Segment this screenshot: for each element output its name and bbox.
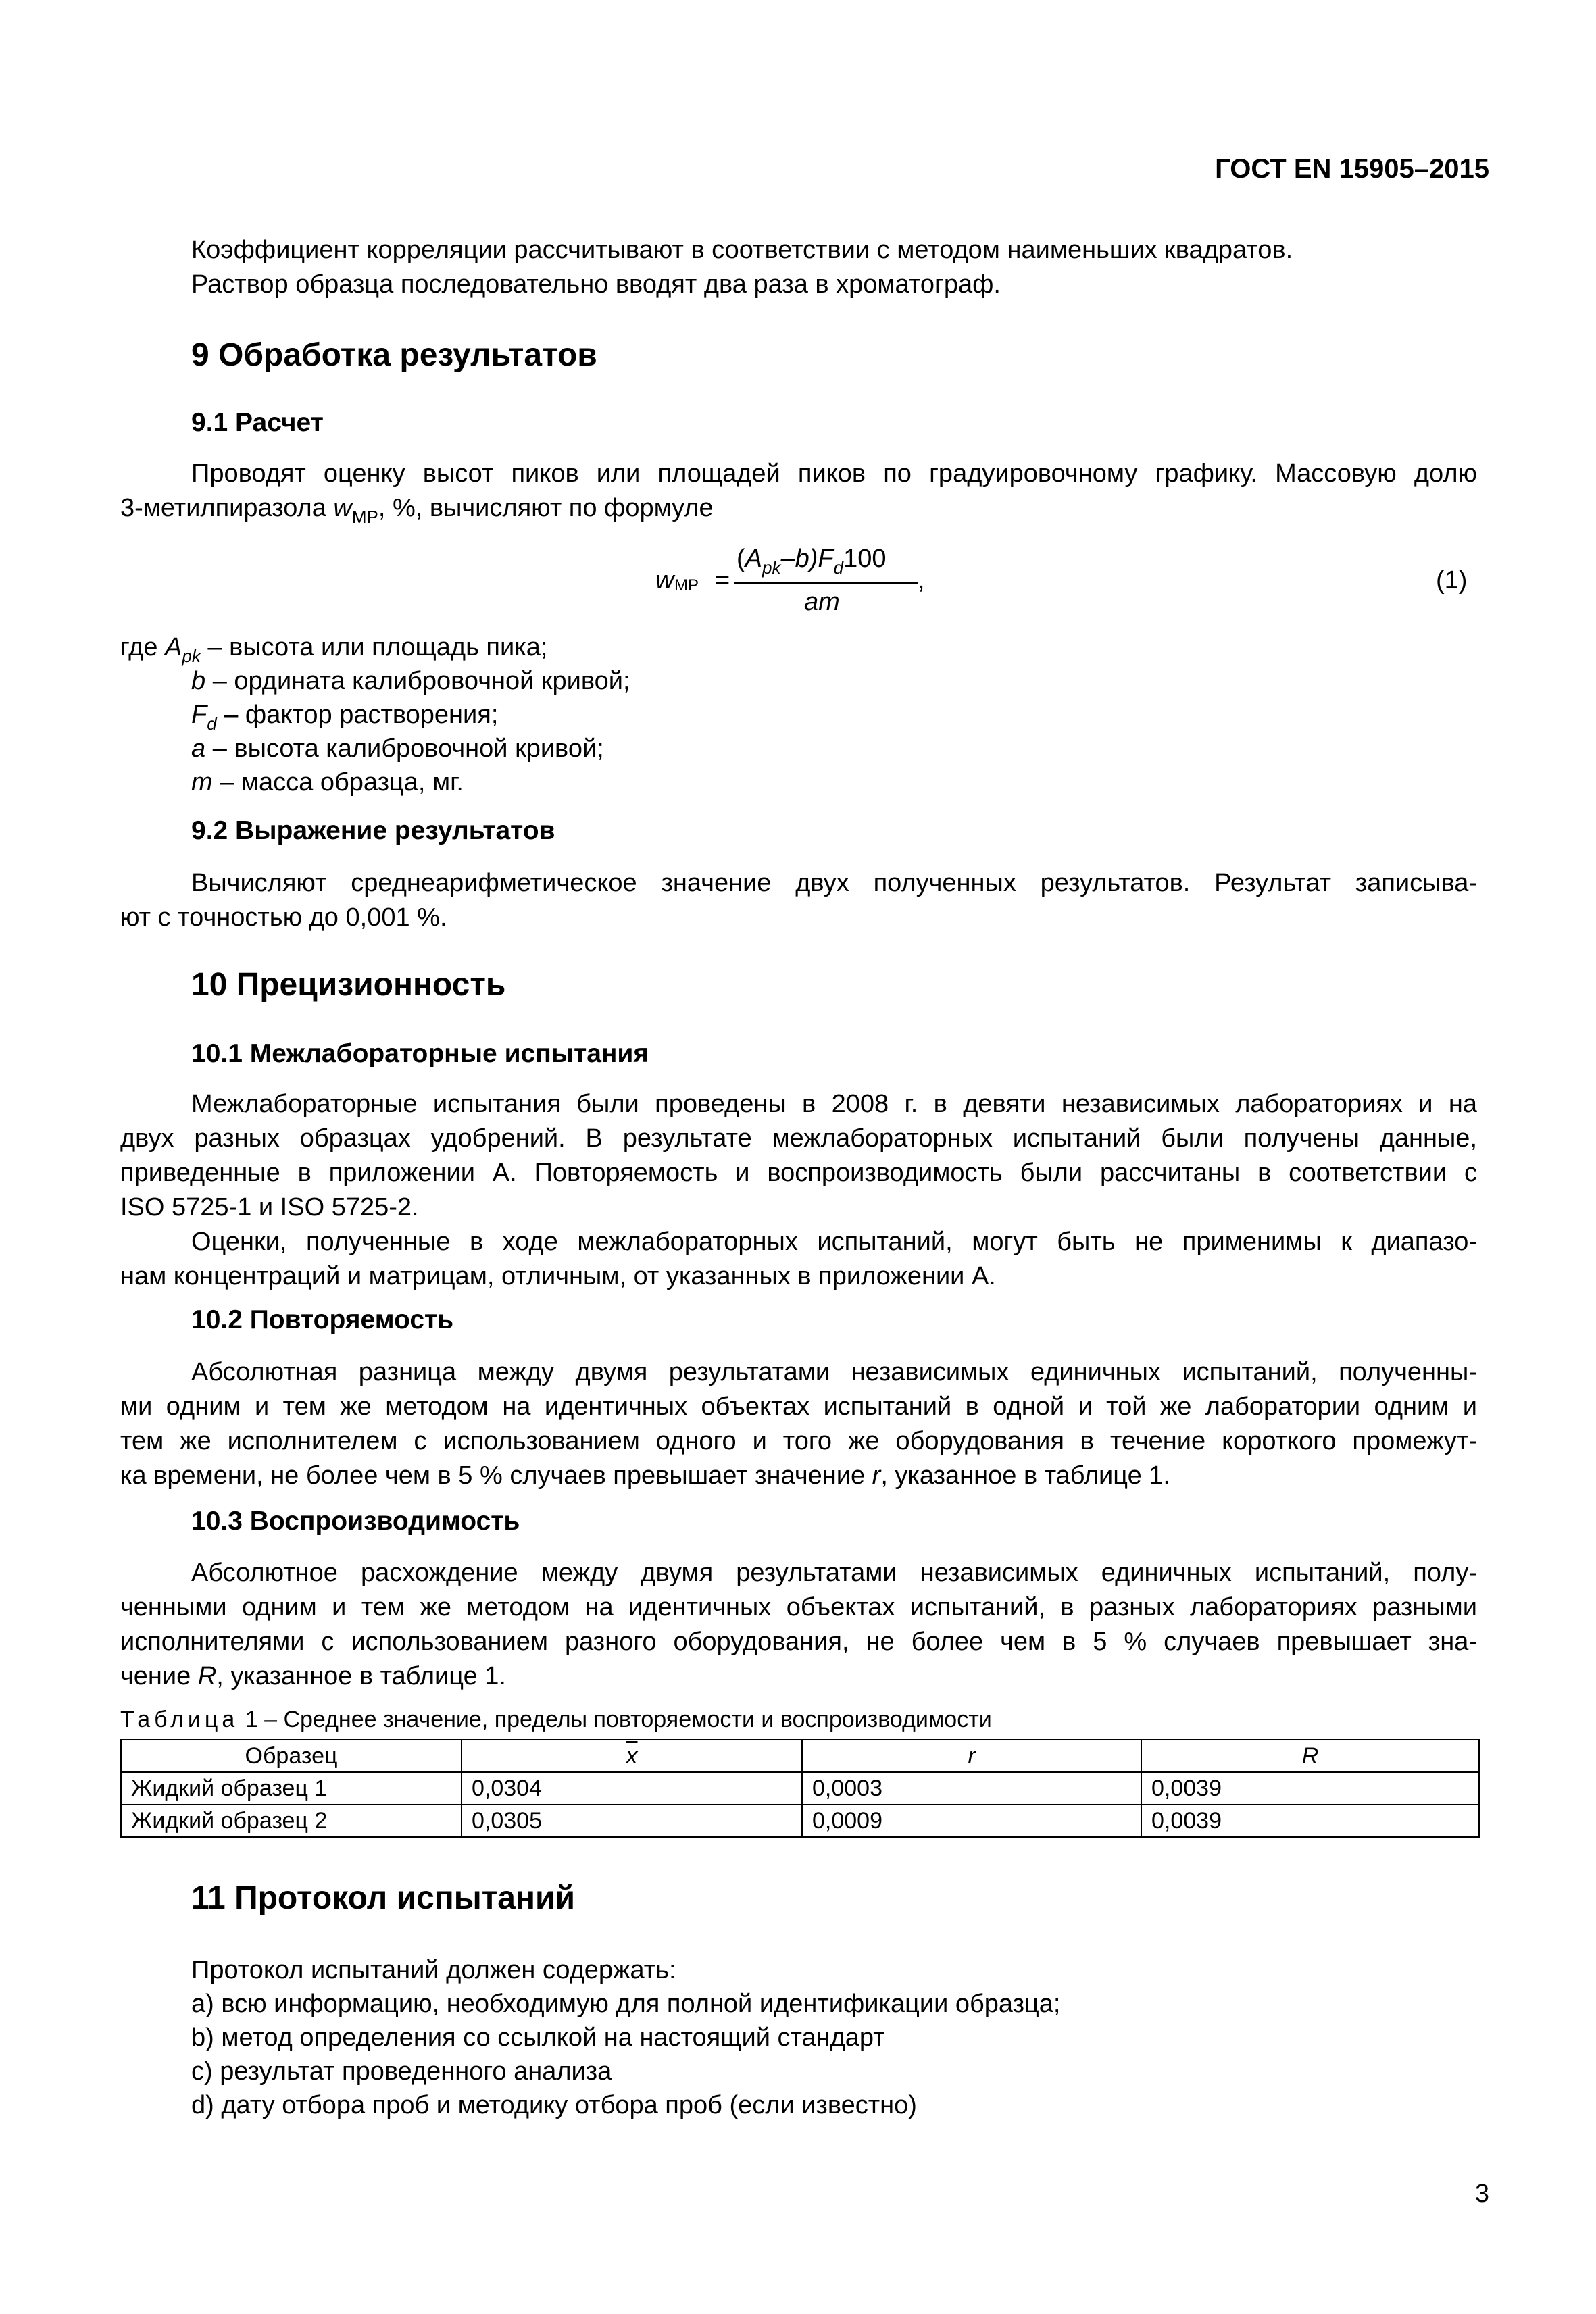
standard-header: ГОСТ EN 15905–2015 [1215, 154, 1489, 184]
table-cell: 0,0304 [462, 1772, 802, 1805]
section-10-2-title: 10.2 Повторяемость [191, 1305, 454, 1334]
section-9-2-title: 9.2 Выражение результатов [191, 816, 555, 845]
section-10-title: 10 Прецизионность [191, 967, 506, 1003]
formula-denominator: am [804, 588, 840, 616]
section-9-2-text: Вычисляют среднеарифметическое значение двух полученных результатов. Результат записыва- ют с точностью до 0,001 %. [120, 869, 1477, 932]
table-header-sample: Образец [121, 1740, 462, 1772]
list-item: c) результат проведенного анализа [191, 2057, 612, 2086]
table-cell: 0,0039 [1141, 1772, 1479, 1805]
formula-numerator: $(A_{pk}-b)F_d100$ [737, 545, 887, 578]
table-header-row [121, 1740, 1479, 1772]
table-header-r: r [802, 1740, 1141, 1772]
section-10-3-title: 10.3 Воспроизводимость [191, 1507, 520, 1536]
section-11-title: 11 Протокол испытаний [191, 1880, 575, 1916]
where-item-4: a – высота калибровочной кривой; [191, 734, 604, 763]
formula-equals: = [715, 566, 730, 595]
section-11-intro: Протокол испытаний должен содержать: [191, 1956, 676, 1984]
table-row [121, 1805, 1479, 1837]
table-1 [120, 1739, 1480, 1838]
where-item-2: b – ордината калибровочной кривой; [191, 667, 630, 695]
section-10-2-text: Абсолютная разница между двумя результатами независимых единичных испытаний, полученны- ми одним и тем же методом на идентичных объектах испытаний в одной и той же лаборатории одним и тем же исполнителем с использованием одного и того же оборудования в течение короткого промежут- ка времени, не более чем в 5 % случаев превышает значение r, указанное в таблице 1. [120, 1358, 1477, 1490]
section-9-title: 9 Обработка результатов [191, 337, 597, 373]
list-item: b) метод определения со ссылкой на настоящий стандарт [191, 2023, 885, 2052]
section-9-1-text [120, 457, 1477, 534]
page-number: 3 [1474, 2180, 1489, 2208]
table-cell: Жидкий образец 1 [121, 1772, 462, 1805]
list-item: d) дату отбора проб и методику отбора проб (если известно) [191, 2091, 917, 2119]
where-item-1: где $A_{pk}$ – высота или площадь пика; [120, 633, 548, 666]
table-cell: 0,0039 [1141, 1805, 1479, 1837]
table-cell: 0,0009 [802, 1805, 1141, 1837]
table-header-R: R [1141, 1740, 1479, 1772]
table-cell: Жидкий образец 2 [121, 1805, 462, 1837]
formula-number: (1) [1436, 566, 1468, 595]
list-item: a) всю информацию, необходимую для полной идентификации образца; [191, 1990, 1061, 2018]
section-10-3-text: Абсолютное расхождение между двумя результатами независимых единичных испытаний, полу- ченными одним и тем же методом на идентичных объектах испытаний, в разных лабораториях разными исполнителями с использованием разного оборудования, не более чем в 5 % случаев превышает зна- чение R, указанное в таблице 1. [120, 1559, 1477, 1690]
s91-line-b: 3-метилпиразола $w_{MP}$, %, вычисляют по формуле [120, 494, 714, 527]
section-9-1-title: 9.1 Расчет [191, 408, 324, 437]
s91-line-a: Проводят оценку высот пиков или площадей пиков по градуировочному графику. Массовую долю [191, 459, 1477, 488]
formula-lhs: w [655, 566, 674, 595]
where-item-3: $F_d$ – фактор растворения; [191, 701, 499, 734]
table-cell: 0,0305 [462, 1805, 802, 1837]
where-item-5: m – масса образца, мг. [191, 768, 464, 797]
table-1-caption: Таблица 1 – Среднее значение, пределы повторяемости и воспроизводимости [120, 1707, 992, 1732]
section-10-1-title: 10.1 Межлабораторные испытания [191, 1039, 649, 1068]
formula-fraction-bar [734, 582, 918, 584]
formula-comma: , [918, 566, 925, 595]
table-header-mean: $\overline{x}$ [462, 1740, 802, 1772]
table-row [121, 1772, 1479, 1805]
formula-lhs-sub: MP [674, 576, 699, 595]
table-cell: 0,0003 [802, 1772, 1141, 1805]
section-10-1-text: Межлабораторные испытания были проведены в 2008 г. в девяти независимых лабораториях и на двух разных образцах удобрений. В результате межлабораторных испытаний были получены данные, приведенные в приложении А. Повторяемость и воспроизводимость были рассчитаны в соответствии с ISO 5725-1 и ISO 5725-2. Оценки, полученные в ходе межлабораторных испытаний, могут быть не применимы к диапазо- нам концентраций и матрицам, отличным, от указанных в приложении А. [120, 1090, 1477, 1290]
intro-line-1: Коэффициент корреляции рассчитывают в соответствии с методом наименьших квадратов. [191, 236, 1293, 264]
intro-line-2: Раствор образца последовательно вводят два раза в хроматограф. [191, 270, 1001, 299]
